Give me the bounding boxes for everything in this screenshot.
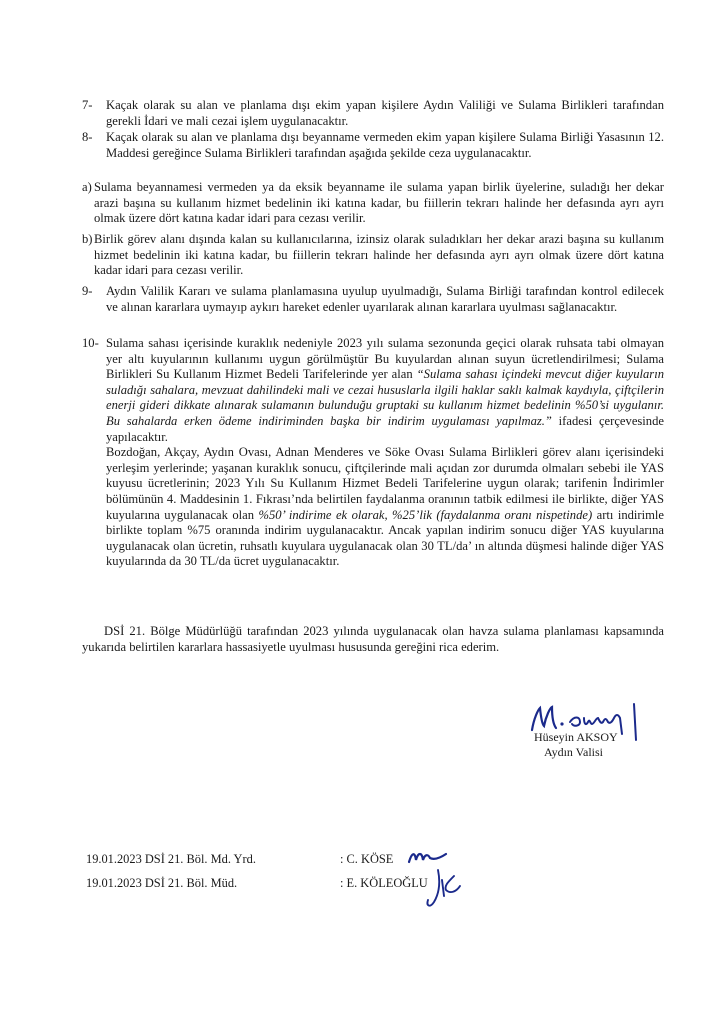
discount-italic: %50’ indirime ek olarak, %25’lik (faydalanma oranı nispetinde) <box>258 507 593 522</box>
signatory-name: Hüseyin AKSOY <box>534 730 618 744</box>
item-text: ifadesi çerçevesinde yapılacaktır. <box>106 413 664 444</box>
item-10 <box>82 336 664 570</box>
item-letter: a) <box>82 180 92 194</box>
item-text: Aydın Valilik Kararı ve sulama planlamasına uyulup uyulmadığı, Sulama Birliği tarafından kontrol edilecek ve alınan kararlara uymayıp aykırı hareket edenler uyarılarak alınan kararlara uyulması sağlanacaktır. <box>106 284 664 314</box>
item-number: 8- <box>82 130 93 144</box>
item-b <box>82 232 664 279</box>
item-text: Kaçak olarak su alan ve planlama dışı ekim yapan kişilere Aydın Valiliği ve Sulama Birlikleri tarafından gerekli İdari ve mali cezai işlem uygulanacaktır. <box>106 98 664 128</box>
signatory-title: Aydın Valisi <box>544 745 604 759</box>
item-text: artı indirimle birlikte toplam %75 oranında indirim uygulanacaktır. Ancak yapılan indirim sonucu diğer YAS kuyularına uygulanacak olan ücretin, ruhsatlı kuyulara uygulanacak olan 30 TL/da’ ın altında düşmesi halinde diğer YAS kuyularında da 30 TL/da ücret uygulanacaktır. <box>106 507 665 569</box>
item-10-paragraph-2 <box>106 445 664 570</box>
footer-left-2: 19.01.2023 DSİ 21. Böl. Müd. <box>86 876 238 890</box>
item-number: 7- <box>82 98 93 112</box>
item-10-paragraph-1 <box>106 336 664 445</box>
footer-right-2: : E. KÖLEOĞLU <box>340 876 428 890</box>
item-number: 9- <box>82 284 93 298</box>
paraph-koleoglu-icon <box>424 866 464 912</box>
item-number: 10- <box>82 336 99 350</box>
item-text: Bozdoğan, Akçay, Aydın Ovası, Adnan Menderes ve Söke Ovası Sulama Birlikleri görev alanı içerisindeki yerleşim yerlerinde; yaşanan kuraklık sonucu, çiftçilerinde mali açıdan zor durumda olmaları sebebi ile YAS kuyusu ücretlerinin; 2023 Yılı Su Kullanım Hizmet Bedeli Tarifelerine uygun olarak; tarifenin İndirimler bölümünün 4. Maddesinin 1. Fıkrası’nda belirtilen faydalanma oranının tatbik edilmesi ile birlikte, diğer YAS kuyularına uygulanacak olan <box>106 445 664 522</box>
item-7 <box>82 98 664 129</box>
item-9 <box>82 284 664 315</box>
item-8 <box>82 130 664 161</box>
footer-right-1: : C. KÖSE <box>340 852 394 866</box>
item-a <box>82 180 664 227</box>
item-text: Birlik görev alanı dışında kalan su kullanıcılarına, izinsiz olarak suladıkları her dekar arazi başına su kullanım hizmet bedelinin iki katına kadar, bu fiillerin tekrarı halinde her defasında ayrı ayrı olmak üzere dört katına kadar idari para cezası verilir. <box>94 232 664 278</box>
item-letter: b) <box>82 232 93 246</box>
item-text: Sulama beyannamesi vermeden ya da eksik beyanname ile sulama yapan birlik üyelerine, suladığı her dekar arazi başına su kullanım hizmet bedelinin iki katına kadar, bu fiillerin tekrarı halinde her defasında ayrı ayrı olmak üzere dört katına kadar idari para cezası verilir. <box>94 180 664 226</box>
item-text: Kaçak olarak su alan ve planlama dışı beyanname vermeden ekim yapan kişilere Sulama Birliği Yasasının 12. Maddesi gereğince Sulama Birlikleri tarafından aşağıda şekilde ceza uygulanacaktır. <box>106 130 664 160</box>
closing-paragraph: DSİ 21. Bölge Müdürlüğü tarafından 2023 yılında uygulanacak olan havza sulama planlaması kapsamında yukarıda belirtilen kararlara hassasiyetle uyulması hususunda gereğini rica ederim. <box>82 624 664 654</box>
paraph-kose-icon <box>406 846 450 868</box>
tariff-quote: “Sulama sahası içindeki mevcut diğer kuyuların suladığı sahalara, mevzuat dahilindeki mali ve cezai hususlarla ilgili haklar saklı kalmak kaydıyla, çiftçilerin enerji gideri dikkate alınarak sulamanın bulunduğu gruptaki su kullanım hizmet bedelinin %50’si uygulanır. Bu sahalarda erken ödeme indiriminden başka bir indirim uygulaması yapılmaz.” <box>106 367 664 428</box>
item-text: Sulama sahası içerisinde kuraklık nedeniyle 2023 yılı sulama sezonunda geçici olarak ruhsata tabi olmayan yer altı kuyularının kullanımı uygun görülmüştür Bu kuyulardan alınan suyun ücretlendirilmesi; Sulama Birlikleri Su Kullanım Hizmet Bedeli Tarifelerinde yer alan <box>106 336 664 382</box>
footer-left-1: 19.01.2023 DSİ 21. Böl. Md. Yrd. <box>86 852 256 866</box>
